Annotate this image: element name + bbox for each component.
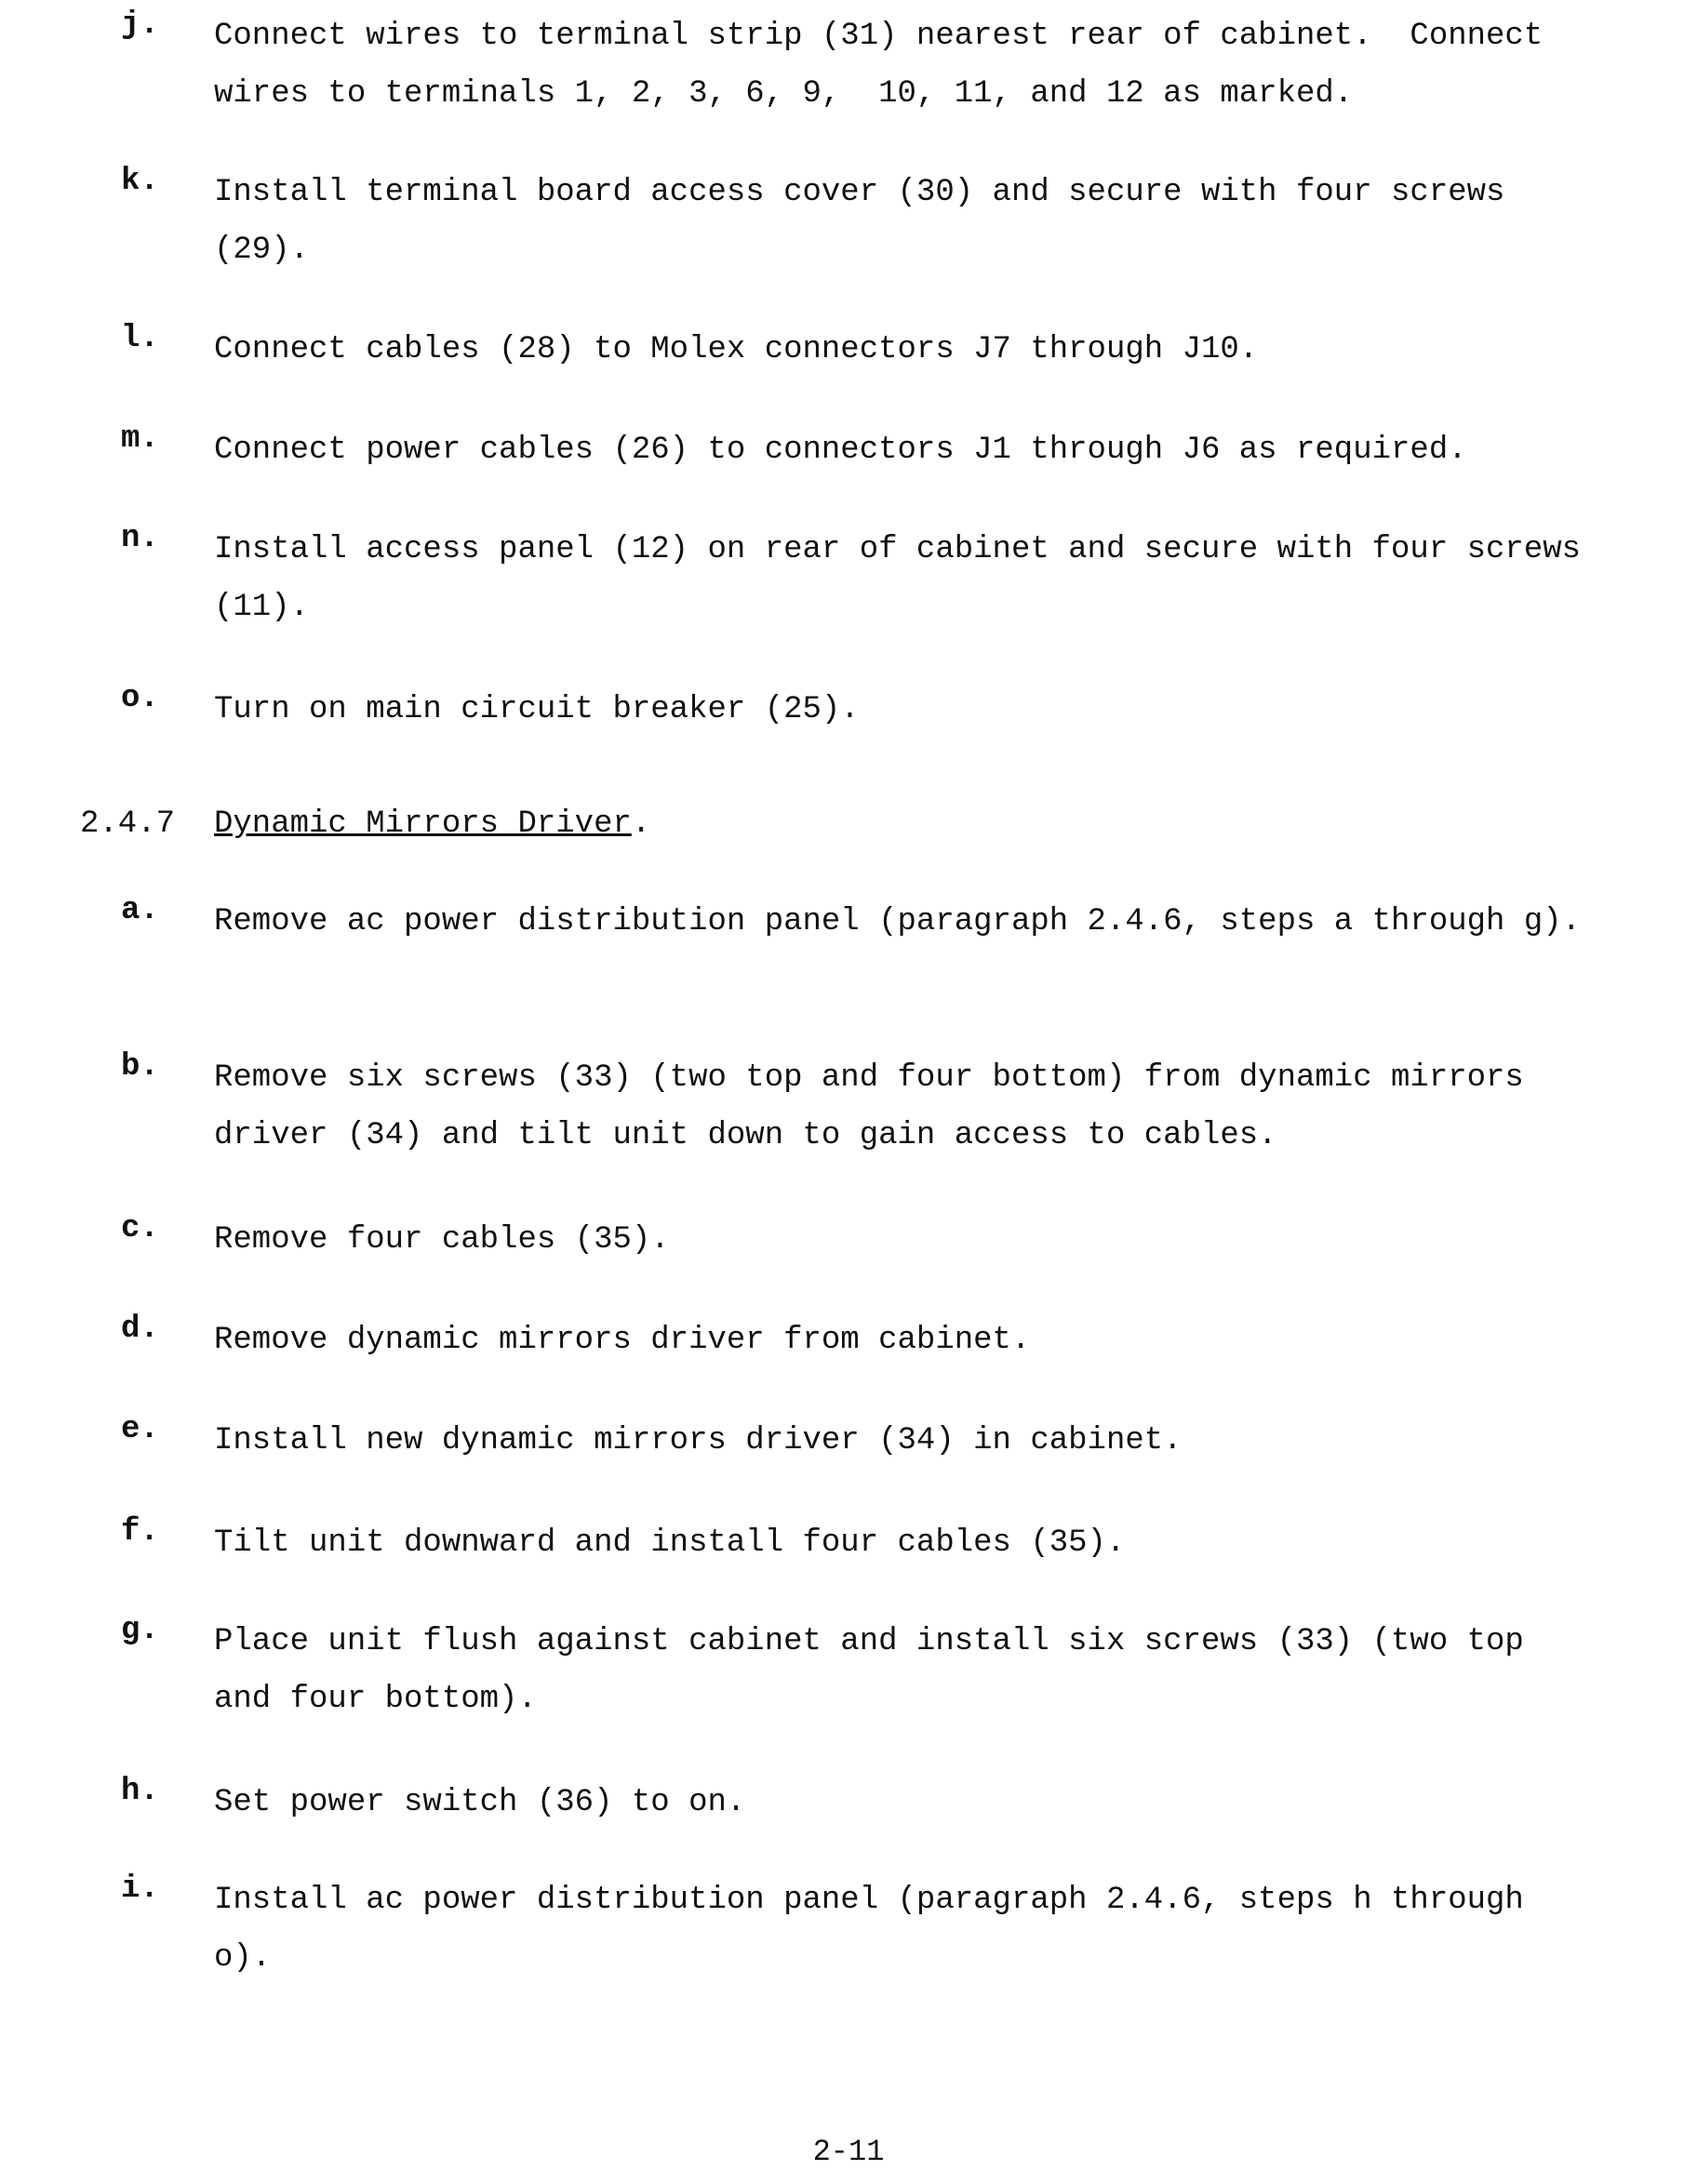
step-text: Install terminal board access cover (30) and secure with four screws (29). xyxy=(214,164,1582,279)
step-text: Turn on main circuit breaker (25). xyxy=(214,681,1582,739)
section-title-period: . xyxy=(632,806,650,842)
step-letter: k. xyxy=(121,164,159,199)
step-letter: m. xyxy=(121,421,159,457)
step-text: Connect wires to terminal strip (31) nearest rear of cabinet. Connect wires to terminals 1, 2, 3, 6, 9, 10, 11, and 12 as marked. xyxy=(214,7,1582,123)
step-text: Tilt unit downward and install four cables (35). xyxy=(214,1514,1582,1572)
page-number: 2-11 xyxy=(0,2135,1697,2169)
step-text: Remove ac power distribution panel (paragraph 2.4.6, steps a through g). xyxy=(214,893,1582,951)
step-letter: e. xyxy=(121,1412,159,1447)
step-letter: h. xyxy=(121,1774,159,1809)
step-letter: i. xyxy=(121,1871,159,1907)
step-letter: d. xyxy=(121,1312,159,1347)
step-letter: a. xyxy=(121,893,159,928)
step-letter: l. xyxy=(121,321,159,356)
step-text: Remove six screws (33) (two top and four bottom) from dynamic mirrors driver (34) and tilt unit down to gain access to cables. xyxy=(214,1049,1582,1165)
section-number: 2.4.7 xyxy=(80,795,175,853)
step-text: Install access panel (12) on rear of cabinet and secure with four screws (11). xyxy=(214,521,1582,636)
step-text: Place unit flush against cabinet and install six screws (33) (two top and four bottom). xyxy=(214,1613,1582,1728)
step-letter: j. xyxy=(121,7,159,43)
step-letter: o. xyxy=(121,681,159,716)
step-text: Remove dynamic mirrors driver from cabinet. xyxy=(214,1312,1582,1369)
section-title: Dynamic Mirrors Driver xyxy=(214,806,632,842)
step-letter: f. xyxy=(121,1514,159,1550)
step-text: Install new dynamic mirrors driver (34) in cabinet. xyxy=(214,1412,1582,1470)
step-text: Remove four cables (35). xyxy=(214,1211,1582,1269)
step-letter: b. xyxy=(121,1049,159,1085)
step-text: Set power switch (36) to on. xyxy=(214,1774,1582,1831)
step-letter: g. xyxy=(121,1613,159,1648)
step-text: Connect cables (28) to Molex connectors J7 through J10. xyxy=(214,321,1582,379)
step-text: Install ac power distribution panel (paragraph 2.4.6, steps h through o). xyxy=(214,1871,1582,1987)
step-letter: n. xyxy=(121,521,159,556)
step-letter: c. xyxy=(121,1211,159,1246)
step-text: Connect power cables (26) to connectors J1 through J6 as required. xyxy=(214,421,1582,479)
